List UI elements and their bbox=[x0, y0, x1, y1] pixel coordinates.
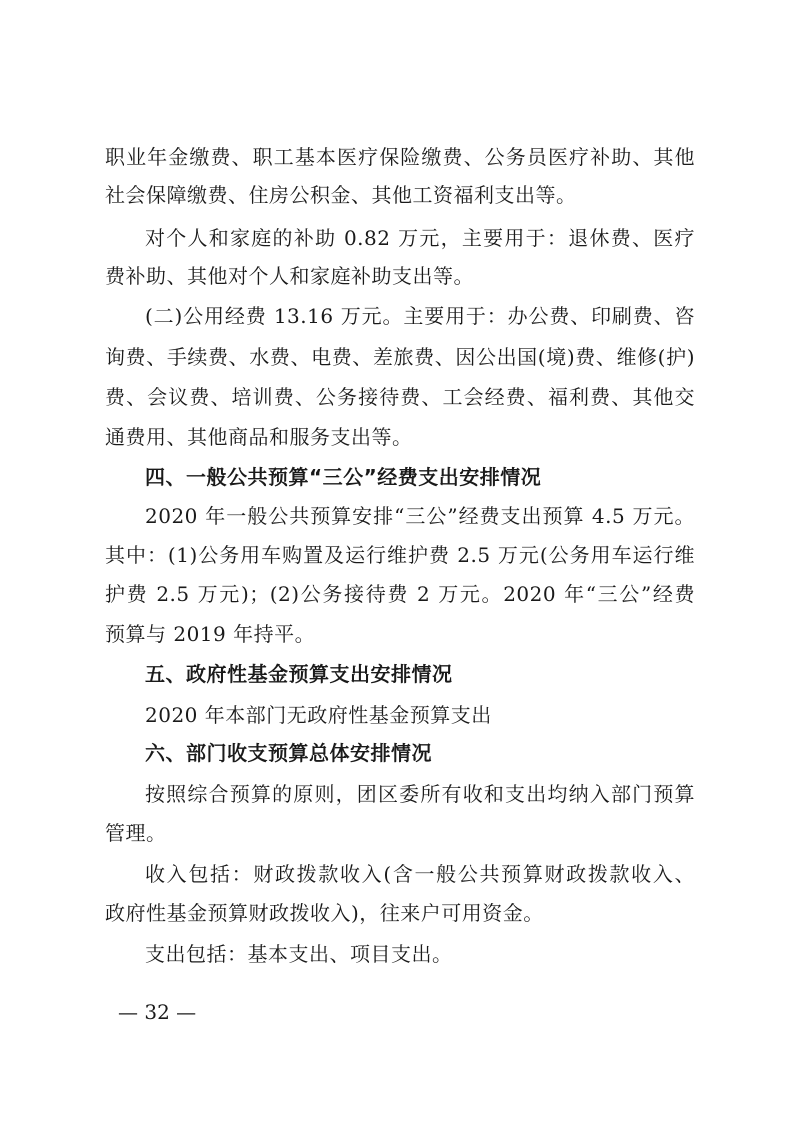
body-line-3: 对个人和家庭的补助 0.82 万元，主要用于：退休费、医疗 bbox=[145, 226, 695, 250]
body-line-13: 2020 年本部门无政府性基金预算支出 bbox=[145, 703, 492, 727]
body-line-6: 询费、手续费、水费、电费、差旅费、因公出国(境)费、维修(护) bbox=[105, 345, 695, 369]
body-line-7: 费、会议费、培训费、公务接待费、工会经费、福利费、其他交 bbox=[105, 385, 695, 409]
page-number: — 32 — bbox=[118, 1000, 197, 1024]
body-line-11: 护费 2.5 万元)；(2)公务接待费 2 万元。2020 年“三公”经费 bbox=[105, 582, 695, 606]
body-line-8: 通费用、其他商品和服务支出等。 bbox=[105, 425, 413, 449]
body-line-2: 社会保障缴费、住房公积金、其他工资福利支出等。 bbox=[105, 183, 577, 207]
body-line-1: 职业年金缴费、职工基本医疗保险缴费、公务员医疗补助、其他 bbox=[105, 145, 695, 169]
body-line-4: 费补助、其他对个人和家庭补助支出等。 bbox=[105, 264, 474, 288]
body-line-16: 收入包括：财政拨款收入(含一般公共预算财政拨款收入、 bbox=[145, 862, 695, 886]
body-line-12: 预算与 2019 年持平。 bbox=[105, 622, 316, 646]
body-line-17: 政府性基金预算财政拨收入)，往来户可用资金。 bbox=[105, 901, 544, 925]
body-line-5: (二)公用经费 13.16 万元。主要用于：办公费、印刷费、咨 bbox=[145, 304, 695, 328]
section-heading-5: 五、政府性基金预算支出安排情况 bbox=[145, 662, 453, 686]
section-heading-4: 四、一般公共预算“三公”经费支出安排情况 bbox=[145, 465, 542, 489]
body-line-10: 其中：(1)公务用车购置及运行维护费 2.5 万元(公务用车运行维 bbox=[105, 543, 695, 567]
section-heading-6: 六、部门收支预算总体安排情况 bbox=[145, 741, 432, 765]
body-line-18: 支出包括：基本支出、项目支出。 bbox=[145, 942, 453, 966]
body-line-14: 按照综合预算的原则，团区委所有收和支出均纳入部门预算 bbox=[145, 782, 695, 806]
body-line-9: 2020 年一般公共预算安排“三公”经费支出预算 4.5 万元。 bbox=[145, 504, 695, 528]
body-line-15: 管理。 bbox=[105, 821, 167, 845]
